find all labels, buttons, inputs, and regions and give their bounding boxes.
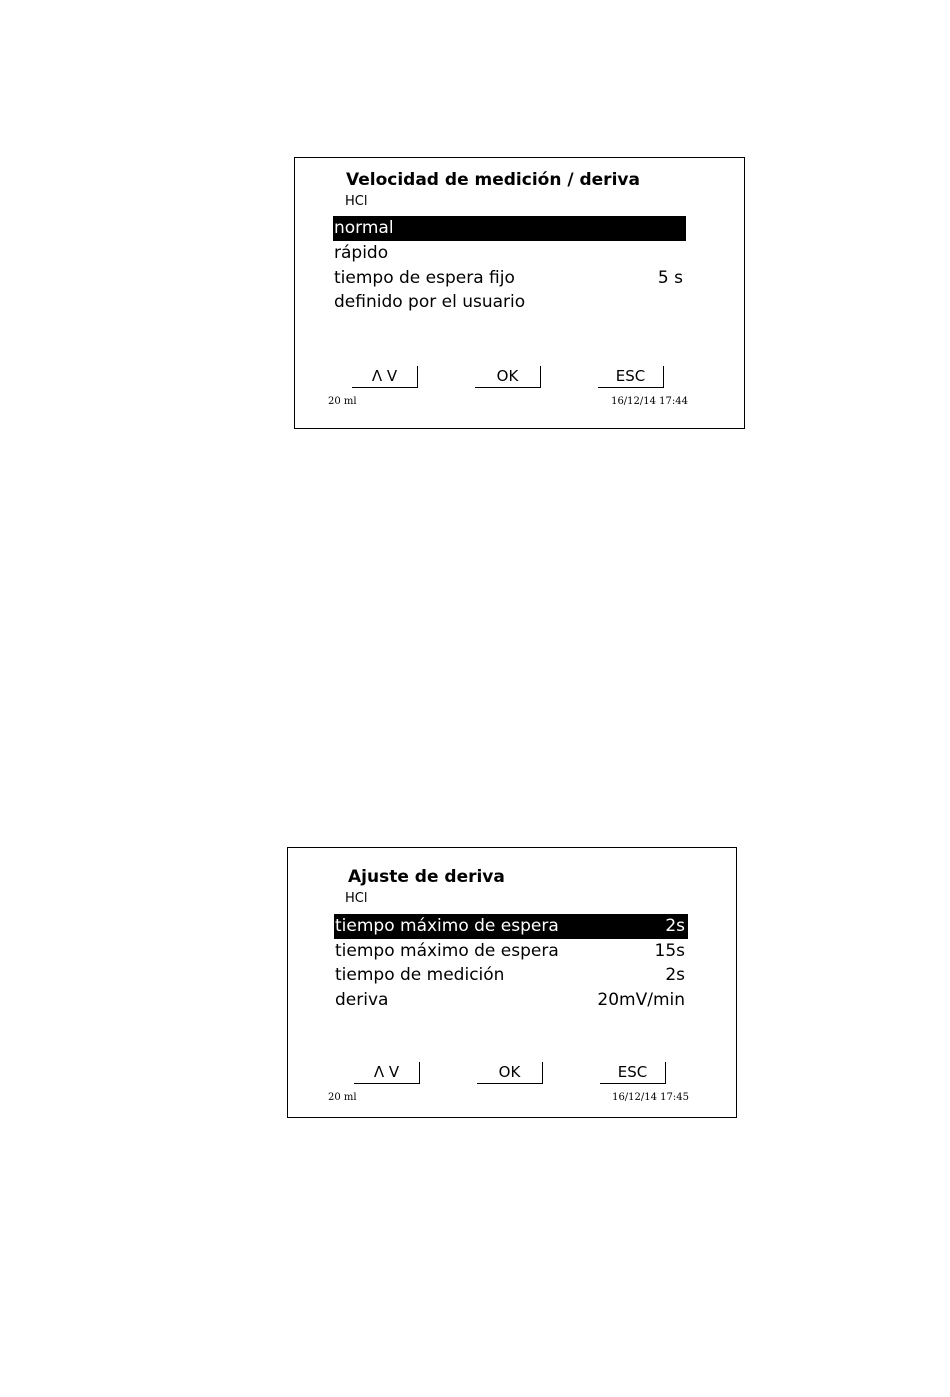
menu-item-fixed-wait-time[interactable]: [333, 266, 686, 291]
menu-item-label: tiempo de espera fijo: [334, 268, 515, 288]
datetime-status: 16/12/14 17:44: [611, 396, 688, 407]
volume-status: 20 ml: [328, 1092, 357, 1103]
menu-item-drift[interactable]: [334, 988, 688, 1013]
screen-subtitle: HCl: [345, 194, 368, 209]
menu-item-label: deriva: [335, 990, 389, 1010]
menu-item-value: [683, 241, 685, 266]
esc-button[interactable]: ESC: [598, 366, 664, 388]
menu-item-label: tiempo máximo de espera: [335, 916, 559, 936]
menu-item-normal[interactable]: [333, 216, 686, 241]
menu-item-value: [683, 290, 685, 315]
screen-title: Velocidad de medición / deriva: [346, 170, 640, 190]
menu-item-label: rápido: [334, 243, 389, 263]
menu-item-max-wait-time[interactable]: [334, 914, 688, 939]
ok-button[interactable]: OK: [477, 1062, 543, 1084]
menu-item-value: 5 s: [657, 268, 683, 288]
menu-item-value: 2s: [665, 965, 685, 985]
menu-item-value: [683, 216, 685, 241]
ok-button[interactable]: OK: [475, 366, 541, 388]
measurement-speed-screen: [294, 157, 745, 429]
menu-item-value: 2s: [665, 916, 685, 936]
menu-item-label: tiempo de medición: [335, 965, 505, 985]
up-down-button[interactable]: Λ V: [354, 1062, 420, 1084]
drift-setting-screen: [287, 847, 737, 1118]
datetime-status: 16/12/14 17:45: [612, 1092, 689, 1103]
up-down-button[interactable]: Λ V: [352, 366, 418, 388]
menu-item-value: 20mV/min: [597, 990, 685, 1010]
screen-title: Ajuste de deriva: [348, 867, 505, 887]
volume-status: 20 ml: [328, 396, 357, 407]
menu-item-max-wait-time-2[interactable]: [334, 939, 688, 964]
screen-subtitle: HCl: [345, 891, 368, 906]
menu-item-measurement-time[interactable]: [334, 963, 688, 988]
esc-button[interactable]: ESC: [600, 1062, 666, 1084]
menu-item-label: tiempo máximo de espera: [335, 941, 559, 961]
menu-item-value: 15s: [654, 941, 685, 961]
menu-item-user-defined[interactable]: [333, 290, 686, 315]
menu-item-label: definido por el usuario: [334, 292, 526, 312]
menu-item-label: normal: [334, 218, 394, 238]
menu-item-rapido[interactable]: [333, 241, 686, 266]
